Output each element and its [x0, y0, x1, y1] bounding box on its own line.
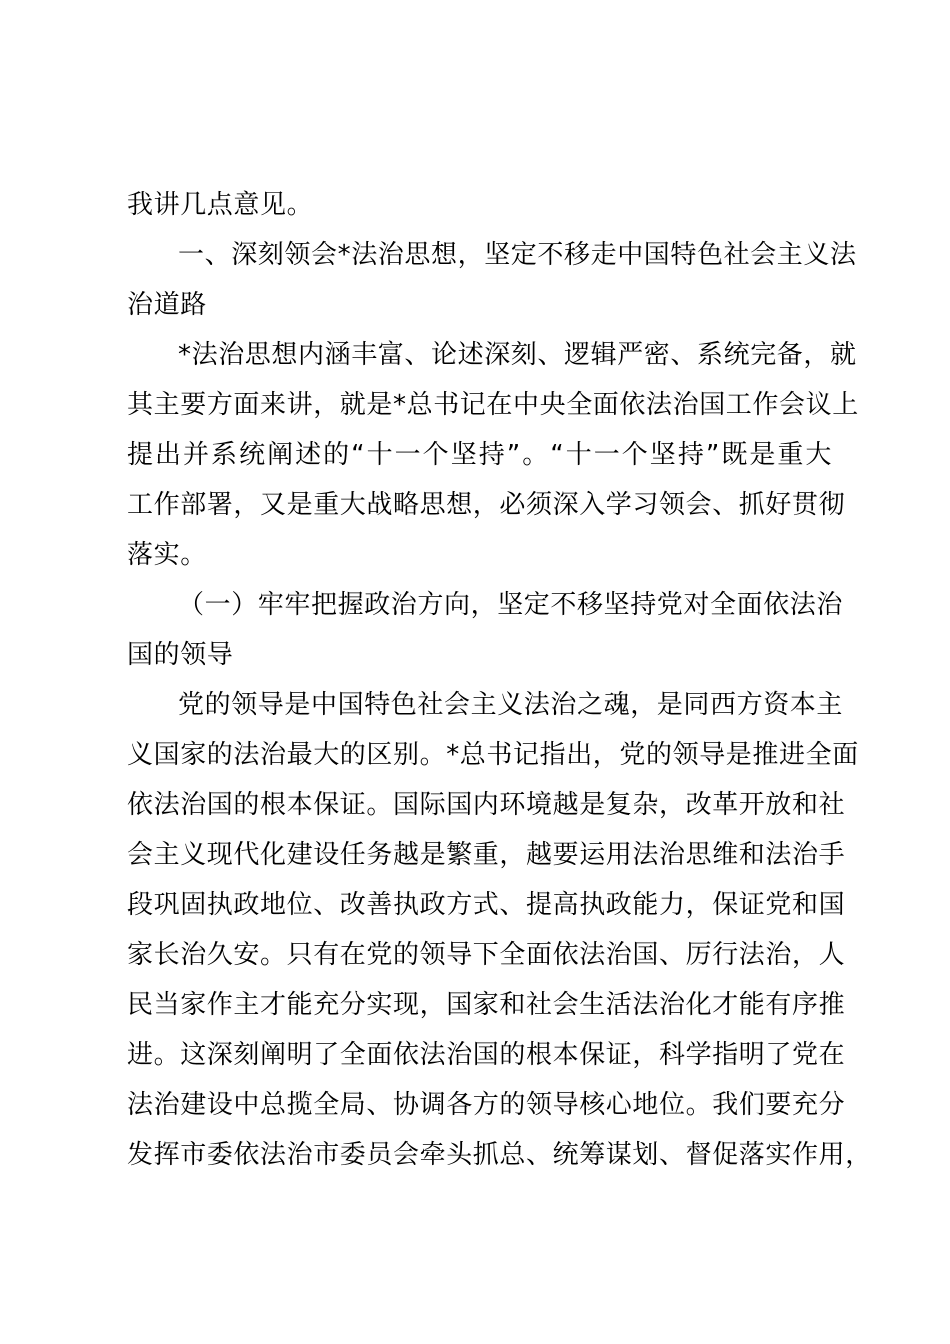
text-line: 发挥市委依法治市委员会牵头抓总、统筹谋划、督促落实作用， — [127, 1140, 872, 1170]
text-line: 依法治国的根本保证。国际国内环境越是复杂，改革开放和社 — [127, 790, 846, 820]
text-line: 家长治久安。只有在党的领导下全面依法治国、厉行法治，人 — [127, 940, 846, 970]
text-line: 义国家的法治最大的区别。*总书记指出，党的领导是推进全面 — [127, 740, 859, 770]
text-line: 我讲几点意见。 — [127, 190, 314, 220]
section-heading-line: 一、深刻领会*法治思想，坚定不移走中国特色社会主义法 — [178, 240, 857, 270]
text-line: 进。这深刻阐明了全面依法治国的根本保证，科学指明了党在 — [127, 1040, 846, 1070]
text-line: 工作部署，又是重大战略思想，必须深入学习领会、抓好贯彻 — [127, 490, 846, 520]
text-line: 会主义现代化建设任务越是繁重，越要运用法治思维和法治手 — [127, 840, 846, 870]
text-line: 法治建设中总揽全局、协调各方的领导核心地位。我们要充分 — [127, 1090, 846, 1120]
text-line: *法治思想内涵丰富、论述深刻、逻辑严密、系统完备，就 — [178, 340, 857, 370]
subsection-heading-line: 国的领导 — [127, 640, 234, 670]
subsection-heading-line: （一）牢牢把握政治方向，坚定不移坚持党对全面依法治 — [178, 590, 844, 620]
text-line: 段巩固执政地位、改善执政方式、提高执政能力，保证党和国 — [127, 890, 846, 920]
text-line: 提出并系统阐述的“十一个坚持”。“十一个坚持”既是重大 — [127, 440, 832, 470]
text-line: 其主要方面来讲，就是*总书记在中央全面依法治国工作会议上 — [127, 390, 859, 420]
text-line: 民当家作主才能充分实现，国家和社会生活法治化才能有序推 — [127, 990, 846, 1020]
text-line: 党的领导是中国特色社会主义法治之魂，是同西方资本主 — [178, 690, 844, 720]
section-heading-line: 治道路 — [127, 290, 207, 320]
text-line: 落实。 — [127, 540, 207, 570]
